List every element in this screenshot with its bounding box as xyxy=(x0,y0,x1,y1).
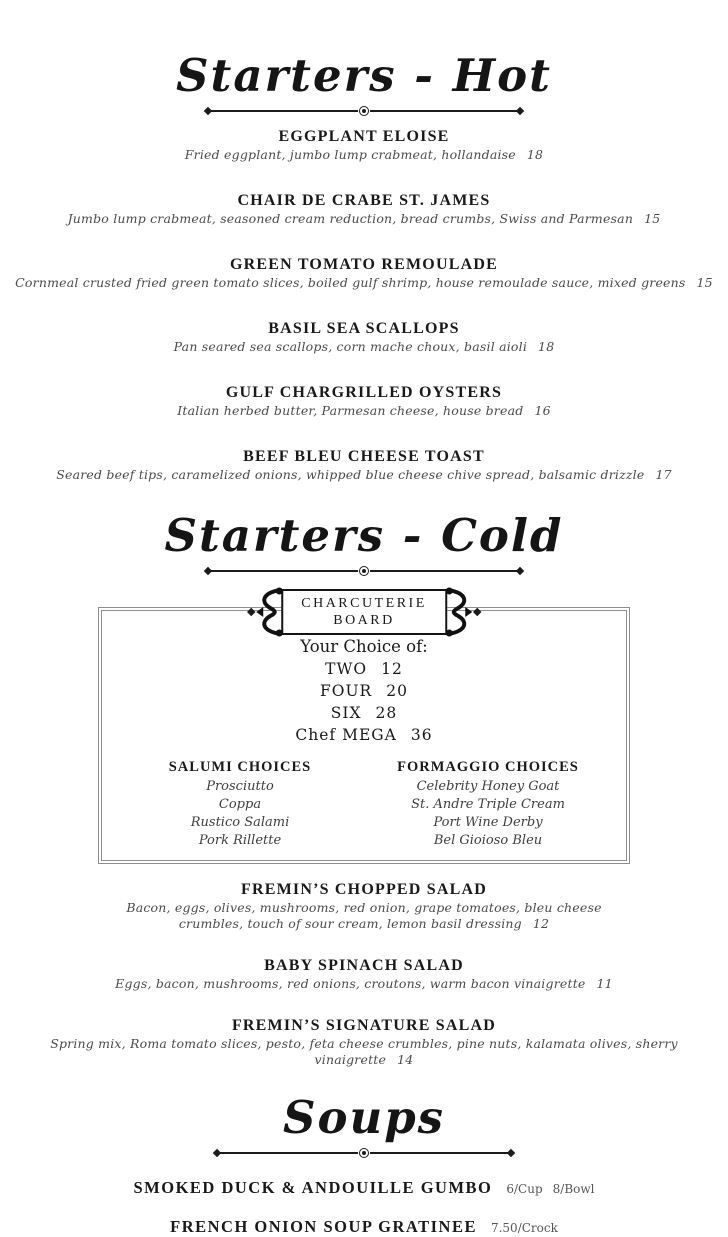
divider-diamond-icon xyxy=(213,1149,221,1157)
menu-item xyxy=(0,254,728,291)
choice-label: SIX xyxy=(330,704,362,722)
item-price: 15 xyxy=(696,275,713,290)
menu-item xyxy=(0,446,728,483)
choice-price: 12 xyxy=(381,660,403,678)
scroll-ornament-left-icon xyxy=(254,586,284,638)
section-divider xyxy=(214,1147,514,1159)
item-desc-text: Seared beef tips, caramelized onions, whipped blue cheese chive spread, balsamic drizzle xyxy=(56,467,645,482)
formaggio-header: FORMAGGIO CHOICES xyxy=(397,759,579,775)
item-desc-text: Cornmeal crusted fried green tomato slices, boiled gulf shrimp, house remoulade sauce, mixed greens xyxy=(15,275,686,290)
charcuterie-banner-label xyxy=(281,589,447,635)
item-name: FRENCH ONION SOUP GRATINEE xyxy=(170,1217,477,1236)
section-soups xyxy=(0,1092,728,1237)
divider-line xyxy=(370,1152,508,1154)
divider-line xyxy=(370,110,517,112)
choice-price: 36 xyxy=(410,726,433,744)
item-desc-text: Fried eggplant, jumbo lump crabmeat, hollandaise xyxy=(184,147,516,162)
item-price: 15 xyxy=(644,211,661,226)
divider-circle-icon xyxy=(359,566,369,576)
formaggio-item: Celebrity Honey Goat xyxy=(416,779,560,794)
divider-line xyxy=(220,1152,358,1154)
item-price-bowl: 8/Bowl xyxy=(552,1182,595,1196)
banner-line1: CHARCUTERIE xyxy=(301,596,427,611)
item-name: BEEF BLEU CHEESE TOAST xyxy=(243,448,485,465)
divider-diamond-icon xyxy=(507,1149,515,1157)
salumi-column xyxy=(116,757,364,850)
item-description xyxy=(124,900,604,932)
divider-circle-icon xyxy=(359,1148,369,1158)
scroll-ornament-right-icon xyxy=(444,586,474,638)
item-desc-text: Jumbo lump crabmeat, seasoned cream reduction, bread crumbs, Swiss and Parmesan xyxy=(67,211,634,226)
section-starters-hot xyxy=(0,50,728,483)
divider-diamond-icon xyxy=(516,567,524,575)
item-description xyxy=(0,403,728,419)
charcuterie-columns xyxy=(116,757,612,850)
item-name: GULF CHARGRILLED OYSTERS xyxy=(225,384,503,401)
divider-line xyxy=(211,110,358,112)
choice-line xyxy=(116,702,612,724)
item-description xyxy=(0,339,728,355)
menu-item xyxy=(0,955,728,992)
divider-circle-icon xyxy=(359,106,369,116)
section-title-hot: Starters - Hot xyxy=(176,49,552,102)
item-price: 18 xyxy=(526,147,544,162)
item-description xyxy=(0,976,728,992)
item-price-cup: 6/Cup xyxy=(506,1182,543,1196)
menu-item xyxy=(0,879,728,932)
item-description xyxy=(0,467,728,483)
menu-item xyxy=(0,126,728,163)
charcuterie-board-box xyxy=(98,596,630,864)
choice-label: FOUR xyxy=(320,682,373,700)
item-desc-text: Eggs, bacon, mushrooms, red onions, croutons, warm bacon vinaigrette xyxy=(115,976,586,991)
item-name: SMOKED DUCK & ANDOUILLE GUMBO xyxy=(133,1178,493,1197)
choice-price: 20 xyxy=(386,682,408,700)
menu-item xyxy=(0,1178,728,1198)
item-price-crock: 7.50/Crock xyxy=(490,1221,558,1235)
item-name: FREMIN’S SIGNATURE SALAD xyxy=(231,1017,497,1034)
menu-item xyxy=(0,190,728,227)
salads-list xyxy=(0,879,728,1068)
divider-diamond-icon xyxy=(204,567,212,575)
item-desc-text: Bacon, eggs, olives, mushrooms, red onion, grape tomatoes, bleu cheese crumbles, touch of sour cream, lemon basil dressing xyxy=(126,900,602,931)
section-divider xyxy=(205,105,523,117)
divider-line xyxy=(211,570,358,572)
item-description xyxy=(0,211,728,227)
choice-line xyxy=(116,724,612,746)
menu-item xyxy=(0,1217,728,1237)
item-name: BABY SPINACH SALAD xyxy=(264,957,464,974)
choice-line xyxy=(116,658,612,680)
item-name: FREMIN’S CHOPPED SALAD xyxy=(241,881,487,898)
charcuterie-banner xyxy=(245,586,483,638)
menu-item xyxy=(0,382,728,419)
section-title-soups: Soups xyxy=(282,1091,446,1144)
formaggio-column xyxy=(364,757,612,850)
item-price: 11 xyxy=(596,976,613,991)
divider-diamond-icon xyxy=(516,107,524,115)
item-desc-text: Italian herbed butter, Parmesan cheese, house bread xyxy=(177,403,524,418)
divider-line xyxy=(370,570,517,572)
choice-price: 28 xyxy=(375,704,398,722)
formaggio-item: Port Wine Derby xyxy=(433,815,543,830)
salumi-item: Coppa xyxy=(218,797,262,812)
choice-line xyxy=(116,680,612,702)
item-price: 16 xyxy=(534,403,551,418)
salumi-header: SALUMI CHOICES xyxy=(168,759,312,775)
menu-item xyxy=(0,318,728,355)
item-description xyxy=(0,275,728,291)
formaggio-item: Bel Gioioso Bleu xyxy=(433,833,543,848)
item-price: 18 xyxy=(538,339,555,354)
divider-diamond-icon xyxy=(204,107,212,115)
hot-items-list xyxy=(0,126,728,483)
choice-label: TWO xyxy=(325,660,368,678)
choice-label: Chef MEGA xyxy=(295,726,397,744)
item-name: BASIL SEA SCALLOPS xyxy=(268,320,460,337)
item-name: GREEN TOMATO REMOULADE xyxy=(230,256,498,273)
choice-heading: Your Choice of: xyxy=(300,637,428,656)
item-price: 12 xyxy=(532,916,550,931)
item-name: CHAIR DE CRABE ST. JAMES xyxy=(237,192,491,209)
item-description xyxy=(0,1036,728,1068)
section-title-cold: Starters - Cold xyxy=(164,509,564,562)
item-price: 17 xyxy=(655,467,672,482)
salumi-item: Rustico Salami xyxy=(190,815,290,830)
section-divider xyxy=(205,565,523,577)
item-price: 14 xyxy=(397,1052,414,1067)
item-description xyxy=(0,147,728,163)
formaggio-item: St. Andre Triple Cream xyxy=(411,797,565,812)
salumi-item: Prosciutto xyxy=(206,779,274,794)
item-desc-text: Pan seared sea scallops, corn mache choux, basil aioli xyxy=(173,339,528,354)
section-starters-cold xyxy=(0,510,728,1068)
salumi-item: Pork Rillette xyxy=(198,833,282,848)
banner-line2: BOARD xyxy=(333,613,395,628)
menu-item xyxy=(0,1015,728,1068)
item-desc-text: Spring mix, Roma tomato slices, pesto, feta cheese crumbles, pine nuts, kalamata olives, sherry vinaigrette xyxy=(50,1036,678,1067)
item-name: EGGPLANT ELOISE xyxy=(278,128,450,145)
